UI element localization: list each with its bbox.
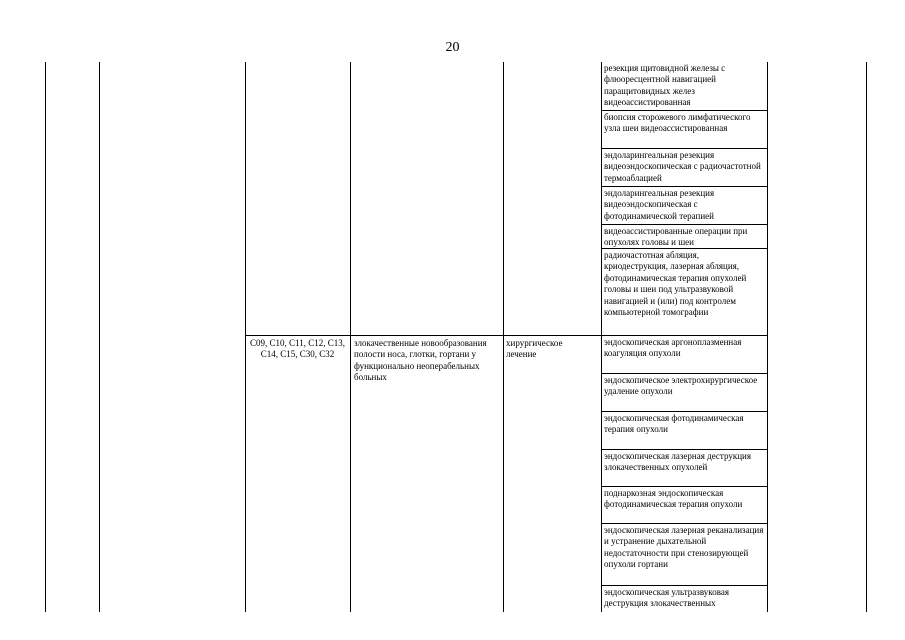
column-divider <box>350 62 351 612</box>
method-cell: эндоскопическая фотодинамическая терапия опухоли <box>604 413 744 435</box>
row-divider <box>601 110 767 111</box>
method-cell: поднаркозная эндоскопическая фотодинамическая терапия опухоли <box>604 488 743 510</box>
method-cell: эндоскопическая аргоноплазменная коагуляция опухоли <box>604 337 742 359</box>
method-cell: биопсия сторожевого лимфатического узла шеи видеоассистированная <box>604 112 751 134</box>
method-cell: эндоскопическая лазерная реканализация и устранение дыхательной недостаточности при стенозирующей опухоли гортани <box>604 525 764 570</box>
row-divider <box>601 523 767 524</box>
column-divider <box>601 62 602 612</box>
row-divider <box>601 148 767 149</box>
method-cell: эндоларингеальная резекция видеоэндоскопическая с фотодинамической терапией <box>604 188 715 221</box>
row-divider <box>601 224 767 225</box>
column-divider <box>767 62 768 612</box>
method-cell: резекция щитовидной железы с флюоресцентной навигацией паращитовидных желез видеоассистированная <box>604 63 726 108</box>
group-divider <box>245 335 767 336</box>
row-divider <box>601 411 767 412</box>
table-border-left <box>45 62 46 612</box>
method-cell: эндоскопическая ультразвуковая деструкция злокачественных <box>604 587 729 609</box>
column-divider <box>503 62 504 612</box>
method-cell: радиочастотная абляция, криодеструкция, лазерная абляция, фотодинамическая терапия опухолей головы и шеи под ультразвуковой навигацией и (или) под контролем компьютерной томографии <box>604 250 747 318</box>
method-cell: видеоассистированные операции при опухолях головы и шеи <box>604 226 748 248</box>
method-cell: эндоскопическая лазерная деструкция злокачественных опухолей <box>604 451 751 473</box>
icd-codes-cell: C09, C10, C11, C12, C13, C14, C15, C30, C32 <box>250 338 345 360</box>
row-divider <box>601 186 767 187</box>
column-divider <box>245 62 246 612</box>
method-cell: эндоскопическое электрохирургическое удаление опухоли <box>604 375 758 397</box>
treatment-cell: хирургическое лечение <box>506 338 563 360</box>
row-divider <box>601 449 767 450</box>
page-number: 20 <box>445 40 460 55</box>
row-divider <box>601 585 767 586</box>
method-cell: эндоларингеальная резекция видеоэндоскопическая с радиочастотной термоаблацией <box>604 150 761 183</box>
diagnosis-cell: злокачественные новообразования полости носа, глотки, гортани у функционально неоперабельных больных <box>354 338 487 383</box>
row-divider <box>601 486 767 487</box>
column-divider <box>99 62 100 612</box>
row-divider <box>601 373 767 374</box>
table-border-right <box>866 62 867 612</box>
